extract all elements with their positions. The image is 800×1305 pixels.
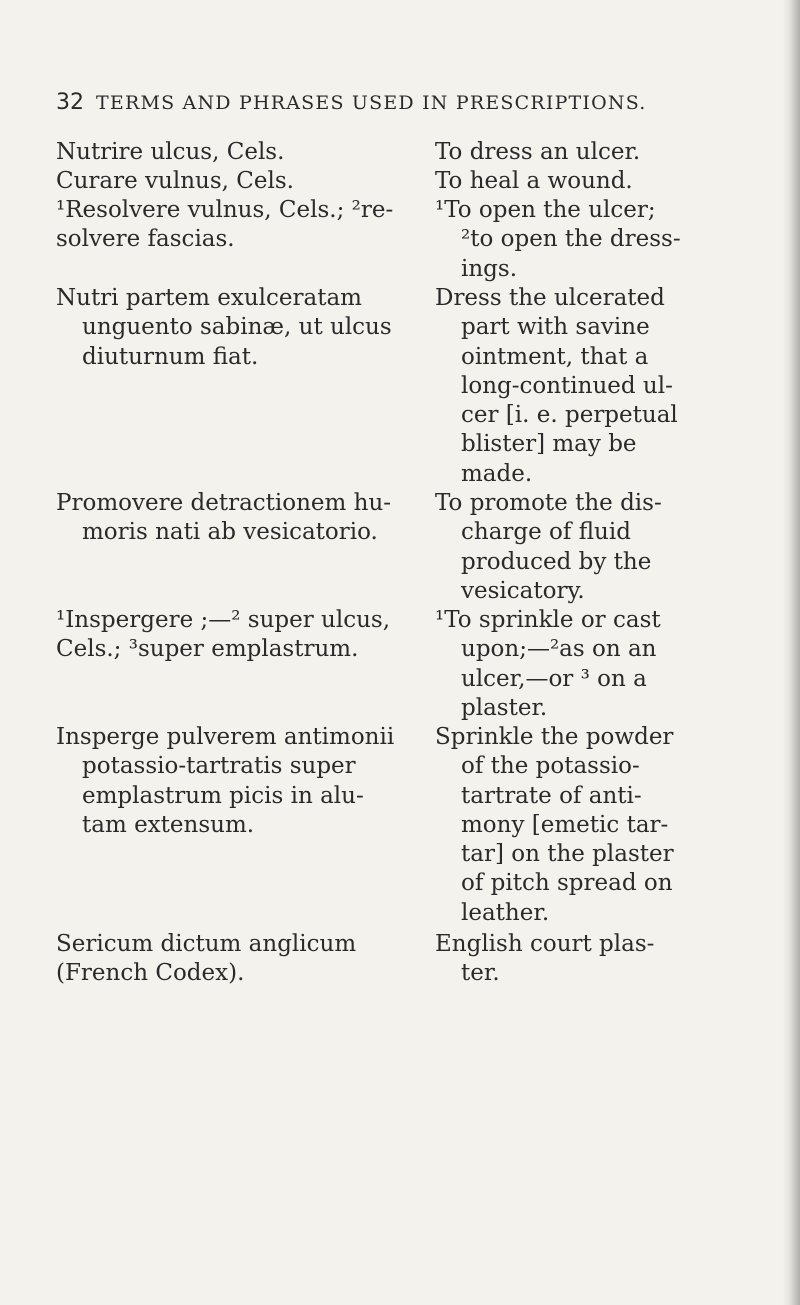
latin-line: (French Codex). <box>56 960 245 987</box>
english-line: Sprinkle the powder <box>435 724 674 750</box>
running-title: TERMS AND PHRASES USED IN PRESCRIPTIONS. <box>96 92 647 114</box>
english-line: To dress an ulcer. <box>435 139 641 165</box>
latin-phrase <box>56 723 426 840</box>
english-line: of pitch spread on <box>461 870 673 897</box>
english-translation <box>435 723 800 928</box>
glossary-entry <box>0 196 800 286</box>
english-translation <box>435 489 800 606</box>
latin-line: Promovere detractionem hu- <box>56 490 392 516</box>
glossary-entry <box>0 606 800 726</box>
latin-line: moris nati ab vesicatorio. <box>82 519 378 546</box>
latin-line: Curare vulnus, Cels. <box>56 168 294 194</box>
english-translation <box>435 138 800 167</box>
english-line: of the potassio- <box>461 753 640 780</box>
glossary-entry <box>0 930 800 992</box>
page-number: 32 <box>56 90 84 115</box>
latin-line: emplastrum picis in alu- <box>82 782 364 809</box>
latin-phrase <box>56 930 426 989</box>
english-line: upon;—²as on an <box>461 636 657 663</box>
page-header <box>56 90 756 115</box>
english-line: Dress the ulcerated <box>435 285 665 311</box>
latin-phrase <box>56 606 426 665</box>
latin-line: Sericum dictum anglicum <box>56 931 357 957</box>
glossary-entry <box>0 167 800 197</box>
english-line: tar] on the plaster <box>461 841 674 868</box>
glossary-entry <box>0 138 800 168</box>
latin-phrase <box>56 138 426 167</box>
english-line: ings. <box>461 255 518 282</box>
english-line: long-continued ul- <box>461 372 673 399</box>
latin-phrase <box>56 196 426 255</box>
english-line: charge of fluid <box>461 519 631 546</box>
glossary-entry <box>0 723 800 933</box>
english-line: tartrate of anti- <box>461 782 642 809</box>
english-translation <box>435 284 800 489</box>
latin-phrase <box>56 489 426 548</box>
english-line: blister] may be <box>461 431 637 458</box>
english-line: ²to open the dress- <box>461 226 681 253</box>
latin-line: tam extensum. <box>82 811 255 838</box>
english-line: cer [i. e. perpetual <box>461 402 678 429</box>
latin-phrase <box>56 167 426 196</box>
glossary-entry <box>0 489 800 609</box>
latin-line: Nutrire ulcus, Cels. <box>56 139 285 165</box>
latin-line: Cels.; ³super emplastrum. <box>56 636 359 663</box>
latin-line: ¹Inspergere ;—² super ulcus, <box>56 607 391 633</box>
english-line: produced by the <box>461 548 652 575</box>
latin-phrase <box>56 284 426 372</box>
english-translation <box>435 196 800 284</box>
english-line: To promote the dis- <box>435 490 662 516</box>
latin-line: diuturnum fiat. <box>82 343 259 370</box>
english-translation <box>435 167 800 196</box>
latin-line: solvere fascias. <box>56 226 235 253</box>
latin-line: unguento sabinæ, ut ulcus <box>82 314 392 341</box>
latin-line: ¹Resolvere vulnus, Cels.; ²re- <box>56 197 394 223</box>
english-line: part with savine <box>461 314 650 341</box>
english-line: leather. <box>461 899 550 926</box>
english-line: ointment, that a <box>461 343 649 370</box>
english-line: English court plas- <box>435 931 655 957</box>
latin-line: potassio-tartratis super <box>82 753 356 780</box>
english-line: To heal a wound. <box>435 168 633 194</box>
english-line: mony [emetic tar- <box>461 811 669 838</box>
english-line: plaster. <box>461 694 548 721</box>
latin-line: Nutri partem exulceratam <box>56 285 362 311</box>
english-line: ter. <box>461 960 500 987</box>
english-translation <box>435 606 800 723</box>
english-line: ¹To open the ulcer; <box>435 197 656 223</box>
english-line: ulcer,—or ³ on a <box>461 665 647 692</box>
english-line: made. <box>461 460 533 487</box>
english-translation <box>435 930 800 989</box>
english-line: ¹To sprinkle or cast <box>435 607 661 633</box>
english-line: vesicatory. <box>461 577 585 604</box>
glossary-entry <box>0 284 800 494</box>
latin-line: Insperge pulverem antimonii <box>56 724 395 750</box>
